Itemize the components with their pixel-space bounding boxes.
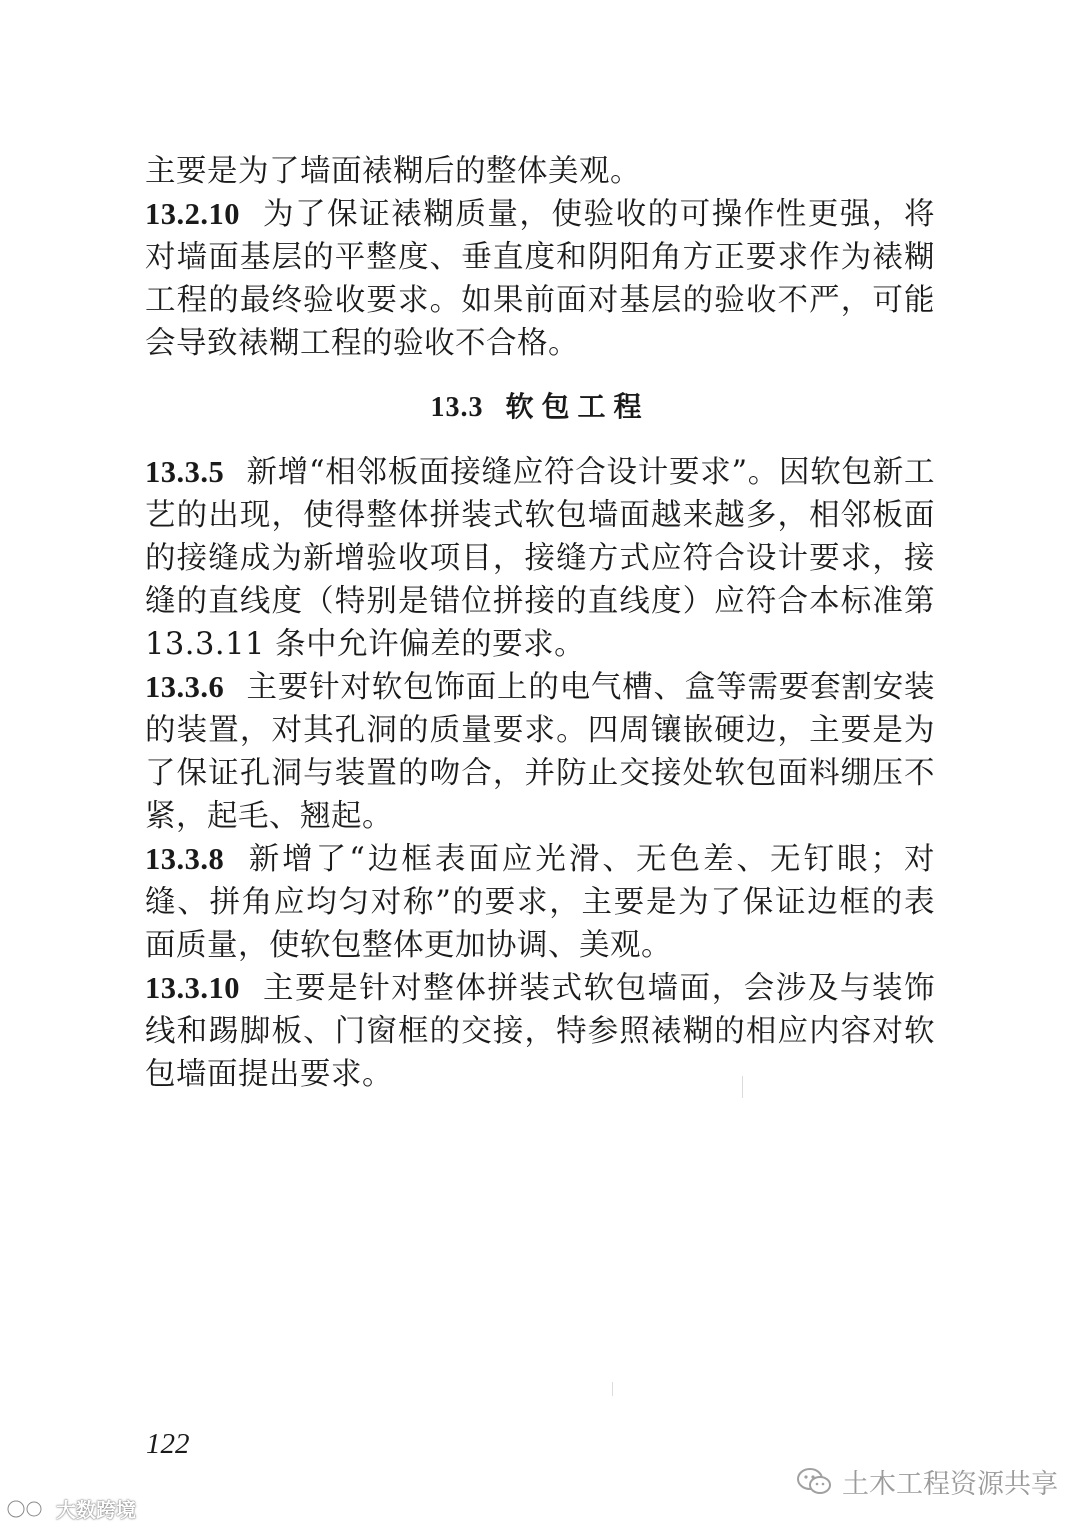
clause-text: 新增了“边框表面应光滑、无色差、无钉眼；对缝、拼角应均匀对称”的要求，主要是为了保证边框的表面质量，使软包整体更加协调、美观。 [145, 842, 935, 963]
watermark-left-text: 大数跨境 [56, 1498, 136, 1522]
scan-mark [742, 1076, 743, 1098]
clause-13-3-10 [145, 967, 935, 1096]
clause-13-3-8 [145, 838, 935, 967]
clause-number: 13.2.10 [145, 197, 240, 231]
clause-13-3-6 [145, 666, 935, 838]
clause-number: 13.3.6 [145, 670, 225, 704]
paragraph-text: 主要是为了墙面裱糊后的整体美观。 [145, 154, 641, 189]
watermark-left [6, 1494, 136, 1523]
clause-number: 13.3.8 [145, 842, 225, 876]
watermark-right-text: 土木工程资源共享 [842, 1469, 1058, 1500]
page-body [145, 150, 935, 1096]
clause-number: 13.3.5 [145, 455, 225, 489]
circle-logo-icon [6, 1497, 50, 1521]
clause-text: 主要是针对整体拼装式软包墙面，会涉及与装饰线和踢脚板、门窗框的交接，特参照裱糊的相应内容对软包墙面提出要求。 [145, 971, 935, 1092]
watermark-right [796, 1462, 1058, 1501]
clause-text: 主要针对软包饰面上的电气槽、盒等需要套割安装的装置，对其孔洞的质量要求。四周镶嵌硬边，主要是为了保证孔洞与装置的吻合，并防止交接处软包面料绷压不紧，起毛、翘起。 [145, 670, 935, 834]
clause-13-3-5 [145, 451, 935, 666]
section-number: 13.3 [430, 392, 484, 423]
wechat-icon [796, 1467, 832, 1497]
paragraph-intro [145, 150, 935, 193]
scan-mark [612, 1382, 613, 1396]
section-title: 软包工程 [505, 390, 650, 423]
section-heading [145, 385, 935, 429]
page-number: 122 [146, 1428, 190, 1460]
clause-text: 新增“相邻板面接缝应符合设计要求”。因软包新工艺的出现，使得整体拼装式软包墙面越来越多，相邻板面的接缝成为新增验收项目，接缝方式应符合设计要求，接缝的直线度（特别是错位拼接的直线度）应符合本标准第 13.3.11 条中允许偏差的要求。 [145, 455, 935, 662]
clause-number: 13.3.10 [145, 971, 240, 1005]
clause-13-2-10 [145, 193, 935, 365]
clause-text: 为了保证裱糊质量，使验收的可操作性更强，将对墙面基层的平整度、垂直度和阴阳角方正要求作为裱糊工程的最终验收要求。如果前面对基层的验收不严，可能会导致裱糊工程的验收不合格。 [145, 197, 935, 361]
